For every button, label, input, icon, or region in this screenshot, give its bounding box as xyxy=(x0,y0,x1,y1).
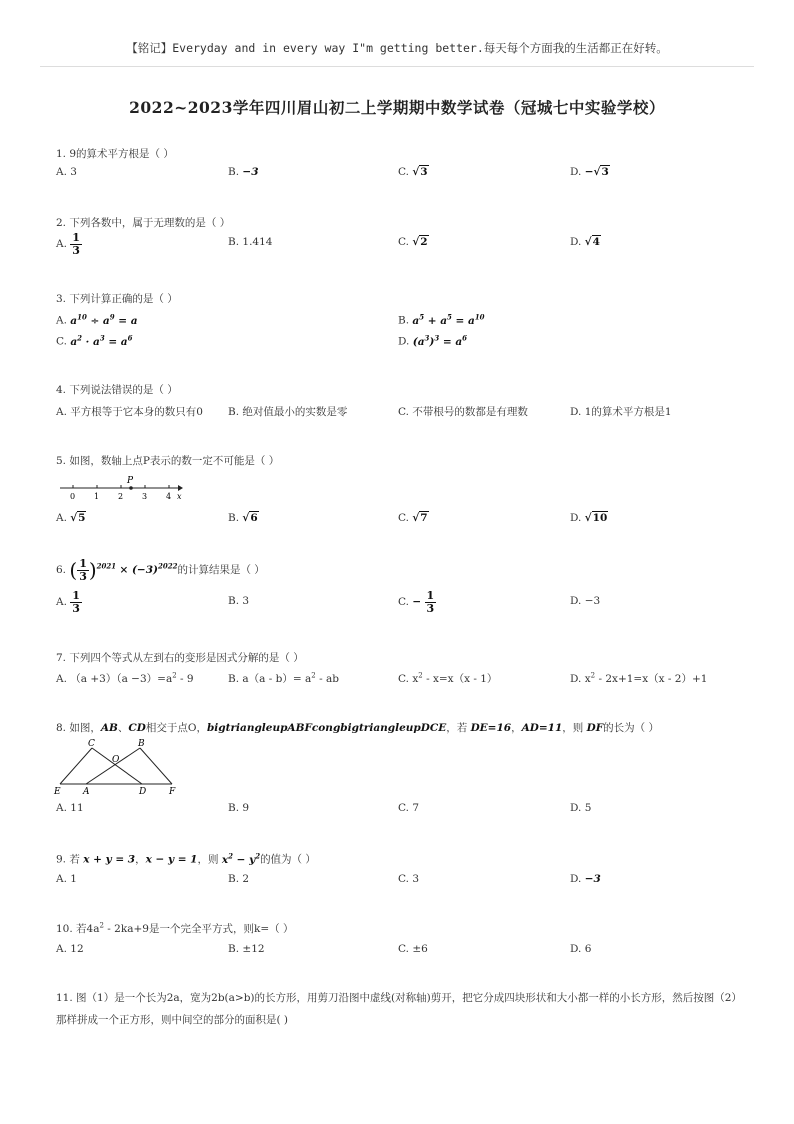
vertex-label-c: C xyxy=(88,739,95,749)
vertex-label-o: O xyxy=(112,755,120,765)
q6-option-b: B. 3 xyxy=(228,595,250,607)
tick-label: 1 xyxy=(94,492,100,501)
q9-option-b: B. 2 xyxy=(228,873,250,885)
q10-option-b: B. ±12 xyxy=(228,943,265,955)
q6-option-c: C. − $\frac{1}{3}$ xyxy=(398,589,435,615)
vertex-label-a: A xyxy=(83,787,90,796)
q5-option-b: B. √6 xyxy=(228,512,258,524)
q10-option-c: C. ±6 xyxy=(398,943,428,955)
q3-option-c: C. $a^2 \cdot a^3 = a^6$ xyxy=(56,333,133,348)
point-p-dot xyxy=(129,486,133,490)
axis-arrow-icon xyxy=(178,485,183,491)
q1-option-d: D. −√3 xyxy=(570,166,609,178)
q4-option-b: B. 绝对值最小的实数是零 xyxy=(228,406,348,418)
q4-option-c: C. 不带根号的数都是有理数 xyxy=(398,406,528,418)
number-line-figure xyxy=(58,473,188,503)
q7-option-d: D. $x^2 - 2x+1=x(x - 2)+1$ xyxy=(570,671,708,685)
q4-option-a: A. 平方根等于它本身的数只有0 xyxy=(56,406,203,418)
q6-option-a: A. $\frac{1}{3}$ xyxy=(56,589,80,615)
header-divider xyxy=(40,66,754,67)
question-10-stem: 10. 若$4a^2 - 2ka+9$是一个完全平方式，则k=（ ） xyxy=(56,921,294,935)
q9-option-d: D. −3 xyxy=(570,873,601,885)
vertex-label-e: E xyxy=(54,787,61,796)
vertex-label-d: D xyxy=(139,787,147,796)
q1-option-b: B. −3 xyxy=(228,166,259,178)
q9-option-a: A. 1 xyxy=(56,873,77,885)
q3-option-a: A. $a^{10} \div a^9 = a$ xyxy=(56,312,138,327)
tick-label: 4 xyxy=(166,492,172,501)
q10-option-d: D. 6 xyxy=(570,943,592,955)
header-motto: 【铭记】Everyday and in every way I"m getting better.每天每个方面我的生活都正在好转。 xyxy=(126,41,668,55)
q2-option-a: A. $\frac{1}{3}$ xyxy=(56,231,80,257)
q7-option-c: C. $x^2 - x=x(x - 1)$ xyxy=(398,671,498,685)
question-1-stem: 1. 9的算术平方根是（ ） xyxy=(56,148,174,160)
triangle-figure xyxy=(52,736,182,796)
question-7-stem: 7. 下列四个等式从左到右的变形是因式分解的是（ ） xyxy=(56,652,304,664)
question-6-stem: 6. ( $\frac{1}{3}$ )$^{2021} \times (-3)^{2022}$的计算结果是（ ） xyxy=(56,557,265,583)
q1-option-c: C. √3 xyxy=(398,166,428,178)
question-11-stem: 11. 图（1）是一个长为2a，宽为2b(a>b)的长方形，用剪刀沿图中虚线(对称轴)剪开，把它分成四块形状和大小都一样的小长方形，然后按图（2）那样拼成一个正方形，则中间空的部分的面积是( ) xyxy=(56,992,742,1026)
q2-option-d: D. √4 xyxy=(570,236,600,248)
tick-label: 0 xyxy=(70,492,76,501)
tick-label: 3 xyxy=(142,492,148,501)
q5-option-a: A. √5 xyxy=(56,512,86,524)
q2-option-b: B. 1.414 xyxy=(228,236,273,248)
point-p-label: P xyxy=(127,476,134,486)
q8-option-a: A. 11 xyxy=(56,802,84,814)
q2-option-c: C. √2 xyxy=(398,236,428,248)
question-5-stem: 5. 如图，数轴上点P表示的数一定不可能是（ ） xyxy=(56,455,280,467)
q5-option-d: D. √10 xyxy=(570,512,608,524)
q8-option-d: D. 5 xyxy=(570,802,592,814)
vertex-label-b: B xyxy=(138,739,145,749)
q5-option-c: C. √7 xyxy=(398,512,428,524)
question-9-stem: 9. 若 x + y = 3，x − y = 1，则 $x^2 - y^2$的值为（ ） xyxy=(56,851,316,866)
segment-bf xyxy=(140,748,172,784)
tick-label: 2 xyxy=(118,492,124,501)
page-title: 2022~2023学年四川眉山初二上学期期中数学试卷（冠城七中实验学校） xyxy=(129,98,665,117)
segment-ec xyxy=(60,748,92,784)
q8-option-c: C. 7 xyxy=(398,802,420,814)
question-8-stem: 8. 如图，AB、CD相交于点O，bigtriangleupABFcongbigtriangleupDCE，若 DE=16，AD=11，则 DF的长为（ ） xyxy=(56,722,660,734)
q4-option-d: D. 1的算术平方根是1 xyxy=(570,406,672,418)
q7-option-b: B. $a(a - b)= a^2$ - ab xyxy=(228,671,339,685)
q9-option-c: C. 3 xyxy=(398,873,420,885)
q8-option-b: B. 9 xyxy=(228,802,250,814)
segment-cd xyxy=(92,748,142,784)
axis-variable-label: x xyxy=(177,492,182,501)
question-2-stem: 2. 下列各数中，属于无理数的是（ ） xyxy=(56,217,231,229)
q1-option-a: A. 3 xyxy=(56,166,77,178)
vertex-label-f: F xyxy=(169,787,176,796)
q7-option-a: A. $(a +3)(a -3)=a^2 - 9$ xyxy=(56,671,194,685)
q6-option-d: D. −3 xyxy=(570,595,601,607)
q3-option-b: B. $a^5 + a^5 = a^{10}$ xyxy=(398,312,485,327)
question-4-stem: 4. 下列说法错误的是（ ） xyxy=(56,384,178,396)
question-3-stem: 3. 下列计算正确的是（ ） xyxy=(56,293,178,305)
q10-option-a: A. 12 xyxy=(56,943,84,955)
segment-ab xyxy=(86,748,140,784)
q3-option-d: D. $(a^3)^3 = a^6$ xyxy=(398,333,468,348)
